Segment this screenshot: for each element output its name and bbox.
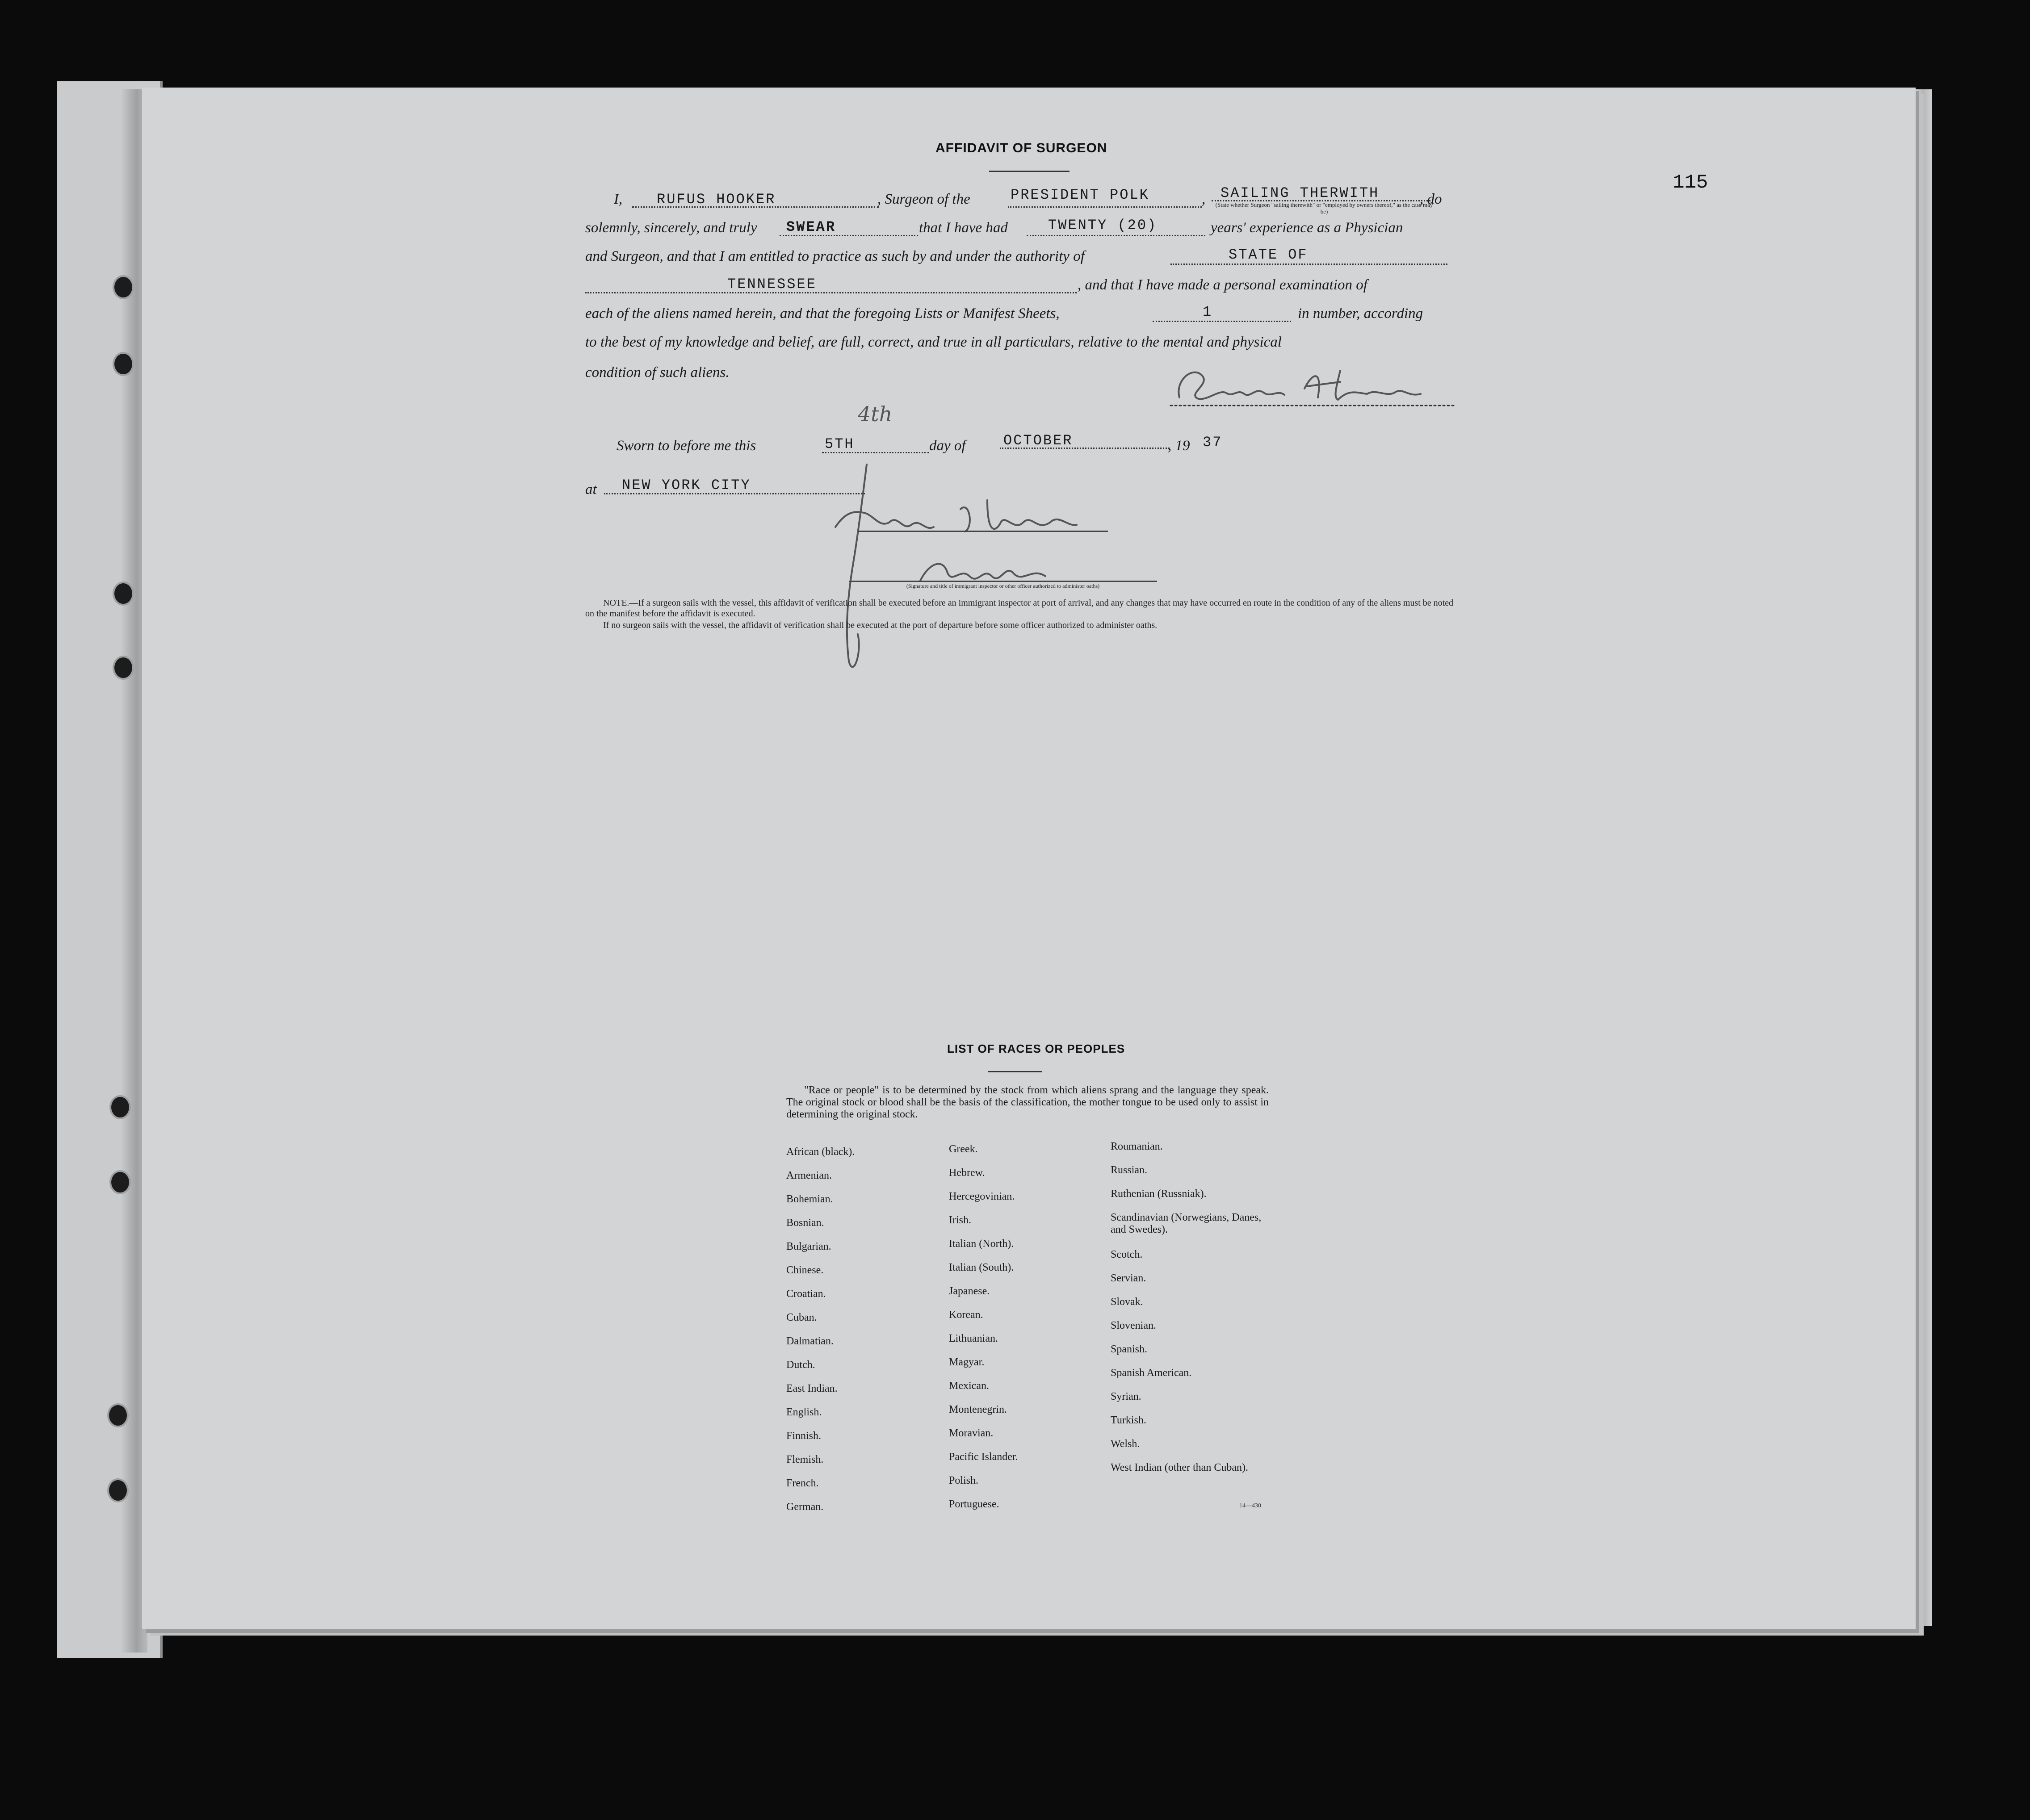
race-item: Finnish. (786, 1430, 822, 1442)
race-item: Hebrew. (949, 1167, 985, 1179)
month: OCTOBER (1003, 432, 1073, 449)
binding-hole (113, 656, 134, 680)
race-item: Turkish. (1111, 1414, 1146, 1426)
binding-hole (107, 1403, 129, 1427)
page-edge (1914, 89, 1932, 1626)
day-handwritten: 4th (858, 402, 893, 426)
surgeon-of-label: , Surgeon of the (877, 191, 970, 207)
surgeon-name: RUFUS HOOKER (657, 191, 776, 208)
race-item: Chinese. (786, 1264, 824, 1276)
personal-exam-label: , and that I have made a personal examination of (1078, 277, 1367, 293)
race-item: Armenian. (786, 1170, 832, 1181)
at-label: at (585, 481, 597, 498)
race-item: Greek. (949, 1143, 978, 1155)
race-item: Mexican. (949, 1380, 989, 1392)
binding-hole (113, 582, 134, 606)
oath-word: SWEAR (786, 219, 836, 235)
race-item: Welsh. (1111, 1438, 1140, 1450)
binding-hole (109, 1095, 131, 1119)
and-surgeon-label: and Surgeon, and that I am entitled to practice as such by and under the authority of (585, 248, 1085, 264)
race-item: Japanese. (949, 1285, 990, 1297)
officer-sign-line (858, 531, 1108, 532)
race-item: Korean. (949, 1309, 983, 1321)
field-line (585, 292, 1077, 293)
in-number-label: in number, according (1298, 305, 1423, 322)
authority-line-1: STATE OF (1229, 247, 1308, 263)
place: NEW YORK CITY (622, 477, 751, 494)
race-item: Scandinavian (Norwegians, Danes, and Swedes). (1111, 1212, 1262, 1235)
race-item: German. (786, 1501, 824, 1513)
race-item: Bohemian. (786, 1193, 833, 1205)
ship-name: PRESIDENT POLK (1011, 187, 1149, 203)
comma: , (1202, 191, 1206, 207)
i-have-had-label: that I have had (919, 220, 1008, 236)
day-typed: 5TH (825, 436, 855, 452)
race-item: Ruthenian (Russniak). (1111, 1188, 1207, 1200)
race-item: Russian. (1111, 1164, 1148, 1176)
note-2: If no surgeon sails with the vessel, the affidavit of verification shall be executed at the port of departure before some officer authorized to administer oaths. (603, 620, 1158, 630)
race-item: French. (786, 1477, 819, 1489)
field-line (1008, 206, 1202, 208)
race-item: Moravian. (949, 1427, 994, 1439)
binding-hole (109, 1170, 131, 1194)
solemnly-label: solemnly, sincerely, and truly (585, 220, 757, 236)
race-item: Irish. (949, 1214, 971, 1226)
sailing-note: (State whether Surgeon "sailing therewith" or "employed by owners thereof," as the case may be) (1215, 201, 1433, 215)
officer-signature (826, 447, 1130, 688)
race-item: Italian (South). (949, 1262, 1014, 1273)
condition-label: condition of such aliens. (585, 364, 730, 381)
race-item: Hercegovinian. (949, 1191, 1015, 1202)
sailing-status: SAILING THERWITH (1221, 185, 1380, 201)
form-code: 14—430 (1239, 1502, 1261, 1509)
race-item: Flemish. (786, 1454, 824, 1465)
race-item: Italian (North). (949, 1238, 1014, 1250)
race-item: Slovenian. (1111, 1320, 1156, 1331)
race-item: Dutch. (786, 1359, 815, 1371)
field-line (1027, 235, 1205, 236)
races-intro: "Race or people" is to be determined by the stock from which aliens sprang and the language they speak. The original stock or blood shall be the basis of the classification, the mother tongue to be used only to assist in determining the original stock. (786, 1084, 1269, 1120)
races-title-rule (988, 1071, 1042, 1072)
race-item: African (black). (786, 1146, 855, 1158)
race-item: Bulgarian. (786, 1241, 831, 1252)
race-item: English. (786, 1406, 822, 1418)
day-of-label: day of (929, 438, 966, 454)
race-item: Scotch. (1111, 1249, 1143, 1260)
race-item: Spanish American. (1111, 1367, 1192, 1379)
race-item: Cuban. (786, 1312, 817, 1323)
officer-title-line (849, 581, 1157, 582)
sheet-count: 1 (1203, 304, 1213, 320)
race-item: Roumanian. (1111, 1141, 1163, 1152)
race-item: East Indian. (786, 1383, 838, 1394)
note-1: NOTE.—If a surgeon sails with the vessel, this affidavit of verification shall be executed before an immigrant inspector at port of arrival, and any changes that may have occurred en route in the condition of any of the aliens must be noted on the manifest before the affidavit is executed. (585, 598, 1454, 619)
race-item: Servian. (1111, 1272, 1146, 1284)
binding-hole (113, 352, 134, 376)
surgeon-signature (1170, 362, 1456, 411)
race-item: Pacific Islander. (949, 1451, 1018, 1463)
officer-caption: (Signature and title of immigrant inspector or other officer authorized to administer oaths) (906, 583, 1100, 589)
race-item: Portuguese. (949, 1498, 999, 1510)
race-item: Polish. (949, 1475, 979, 1486)
race-item: Bosnian. (786, 1217, 824, 1229)
year-suffix: 37 (1203, 434, 1223, 451)
knowledge-label: to the best of my knowledge and belief, are full, correct, and true in all particulars, relative to the mental and physical (585, 334, 1282, 350)
page-number: 115 (1673, 172, 1708, 194)
binding-hole (107, 1478, 129, 1502)
sworn-label: Sworn to before me this (617, 438, 756, 454)
field-line (1153, 321, 1291, 322)
years-experience-label: years' experience as a Physician (1211, 220, 1403, 236)
race-item: Lithuanian. (949, 1333, 998, 1344)
race-item: Slovak. (1111, 1296, 1143, 1308)
aliens-label: each of the aliens named herein, and that the foregoing Lists or Manifest Sheets, (585, 305, 1060, 322)
race-item: Croatian. (786, 1288, 826, 1300)
race-item: Magyar. (949, 1356, 985, 1368)
authority-line-2: TENNESSEE (727, 276, 817, 293)
i-label: I, (614, 191, 623, 207)
field-line (1170, 264, 1447, 265)
race-item: West Indian (other than Cuban). (1111, 1462, 1248, 1473)
years-value: TWENTY (20) (1048, 217, 1158, 234)
do-label: , do (1420, 191, 1442, 207)
race-item: Spanish. (1111, 1343, 1148, 1355)
binding-hole (113, 275, 134, 299)
title-rule (989, 171, 1070, 172)
race-item: Montenegrin. (949, 1404, 1007, 1415)
race-item: Dalmatian. (786, 1335, 834, 1347)
race-item: Syrian. (1111, 1391, 1141, 1402)
races-title: LIST OF RACES OR PEOPLES (947, 1042, 1125, 1055)
affidavit-title: AFFIDAVIT OF SURGEON (935, 141, 1107, 155)
year-prefix: , 19 (1168, 438, 1190, 454)
